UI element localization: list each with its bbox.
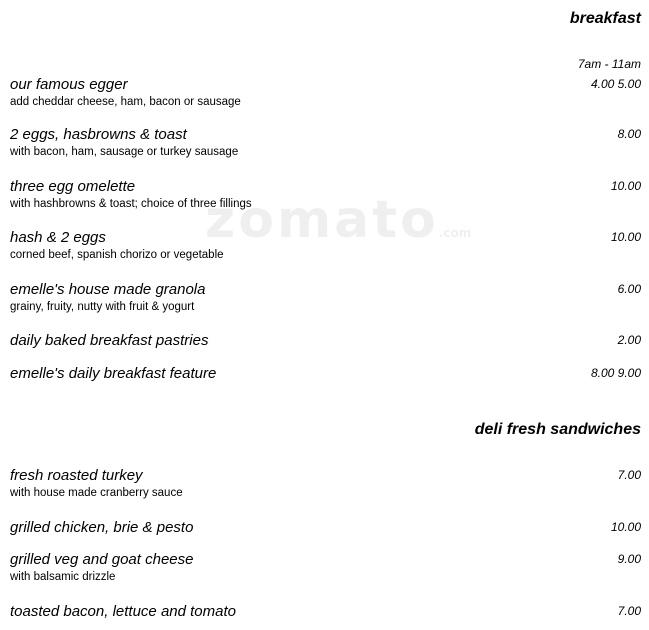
item-name: daily baked breakfast pastries bbox=[10, 332, 209, 349]
breakfast-hours: 7am - 11am bbox=[577, 57, 641, 71]
item-price: 6.00 bbox=[617, 282, 641, 296]
item-price: 8.00 9.00 bbox=[590, 366, 641, 380]
menu-item bbox=[10, 519, 641, 537]
item-name: emelle's house made granola bbox=[10, 281, 206, 298]
breakfast-heading: breakfast bbox=[569, 10, 641, 27]
menu-item bbox=[10, 178, 641, 212]
menu-item bbox=[10, 551, 641, 585]
menu-item bbox=[10, 76, 641, 110]
menu-item bbox=[10, 603, 641, 621]
item-desc: with house made cranberry sauce bbox=[10, 487, 183, 499]
zomato-watermark: zomato.com bbox=[205, 190, 472, 250]
item-desc: grainy, fruity, nutty with fruit & yogurt bbox=[10, 301, 195, 313]
item-desc: add cheddar cheese, ham, bacon or sausage bbox=[10, 96, 241, 108]
menu-item bbox=[10, 281, 641, 315]
item-price: 10.00 bbox=[610, 230, 641, 244]
item-desc: with hashbrowns & toast; choice of three fillings bbox=[10, 198, 252, 210]
item-desc: corned beef, spanish chorizo or vegetable bbox=[10, 249, 224, 261]
item-name: 2 eggs, hasbrowns & toast bbox=[10, 126, 187, 143]
menu-item bbox=[10, 229, 641, 263]
menu-item bbox=[10, 126, 641, 160]
item-name: grilled veg and goat cheese bbox=[10, 551, 194, 568]
menu-item bbox=[10, 467, 641, 501]
item-price: 7.00 bbox=[617, 604, 641, 618]
item-price: 10.00 bbox=[610, 520, 641, 534]
item-name: grilled chicken, brie & pesto bbox=[10, 519, 194, 536]
item-price: 8.00 bbox=[617, 127, 641, 141]
item-price: 9.00 bbox=[617, 552, 641, 566]
item-name: fresh roasted turkey bbox=[10, 467, 143, 484]
item-name: our famous egger bbox=[10, 76, 128, 93]
item-desc: with bacon, ham, sausage or turkey sausage bbox=[10, 146, 239, 158]
item-price: 2.00 bbox=[617, 333, 641, 347]
menu-item bbox=[10, 332, 641, 350]
menu-item bbox=[10, 365, 641, 383]
item-price: 10.00 bbox=[610, 179, 641, 193]
item-desc: with balsamic drizzle bbox=[10, 571, 116, 583]
item-price: 4.00 5.00 bbox=[590, 77, 641, 91]
item-name: emelle's daily breakfast feature bbox=[10, 365, 217, 382]
item-name: hash & 2 eggs bbox=[10, 229, 106, 246]
item-name: toasted bacon, lettuce and tomato bbox=[10, 603, 236, 620]
item-price: 7.00 bbox=[617, 468, 641, 482]
item-name: three egg omelette bbox=[10, 178, 136, 195]
sandwiches-heading: deli fresh sandwiches bbox=[474, 421, 641, 438]
